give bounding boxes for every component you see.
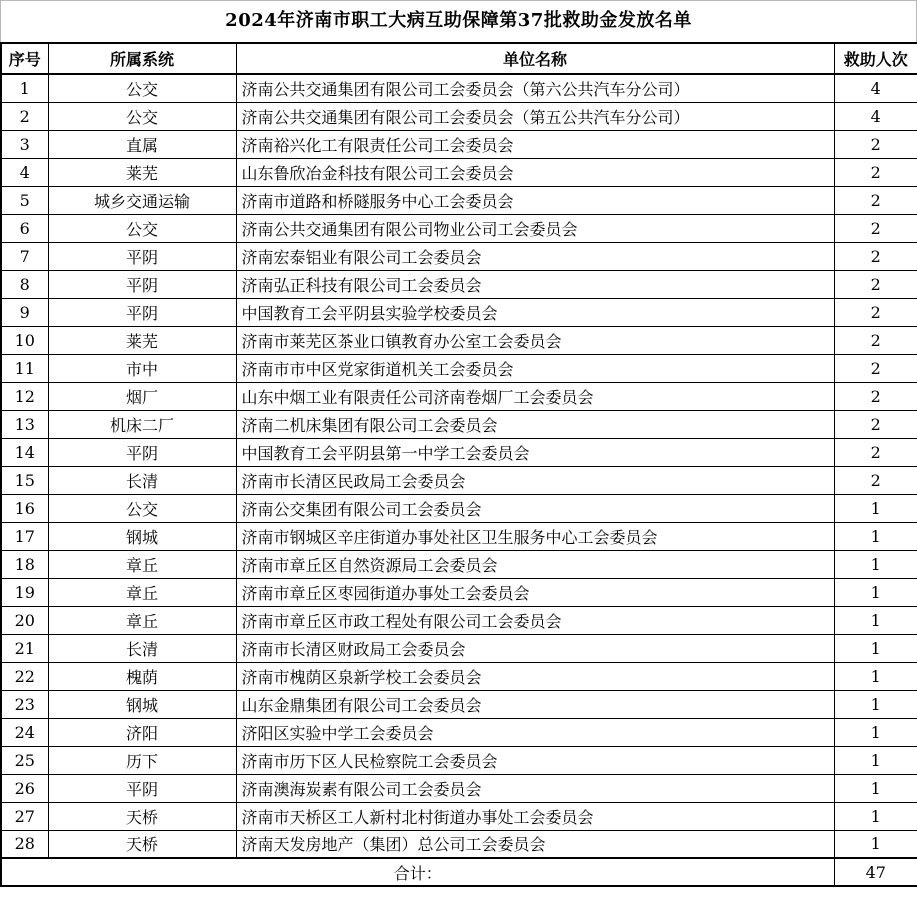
row-system: 直属 [48,130,236,158]
row-index: 12 [1,382,48,410]
row-count: 2 [834,438,917,466]
table-row [1,410,917,438]
row-index: 9 [1,298,48,326]
row-index: 11 [1,354,48,382]
row-index: 6 [1,214,48,242]
row-system: 平阴 [48,298,236,326]
row-system: 平阴 [48,242,236,270]
col-header-system: 所属系统 [48,43,236,74]
row-count: 2 [834,326,917,354]
row-unit: 山东金鼎集团有限公司工会委员会 [236,690,834,718]
row-count: 1 [834,774,917,802]
row-index: 24 [1,718,48,746]
row-unit: 济南市市中区党家街道机关工会委员会 [236,354,834,382]
row-unit: 济南市道路和桥隧服务中心工会委员会 [236,186,834,214]
row-count: 1 [834,522,917,550]
table-row [1,802,917,830]
row-count: 1 [834,578,917,606]
row-system: 章丘 [48,550,236,578]
row-unit: 济南市天桥区工人新村北村街道办事处工会委员会 [236,802,834,830]
col-header-unit: 单位名称 [236,43,834,74]
row-index: 25 [1,746,48,774]
table-row [1,438,917,466]
total-row [1,858,917,886]
row-index: 7 [1,242,48,270]
row-count: 2 [834,354,917,382]
row-system: 城乡交通运输 [48,186,236,214]
row-count: 2 [834,298,917,326]
row-index: 14 [1,438,48,466]
col-header-index: 序号 [1,43,48,74]
row-index: 2 [1,102,48,130]
row-system: 钢城 [48,522,236,550]
row-count: 1 [834,494,917,522]
row-index: 27 [1,802,48,830]
table-row [1,354,917,382]
total-value: 47 [834,858,917,886]
row-system: 长清 [48,466,236,494]
row-system: 历下 [48,746,236,774]
table-row [1,130,917,158]
row-unit: 济南市钢城区辛庄街道办事处社区卫生服务中心工会委员会 [236,522,834,550]
table-body [1,74,917,858]
table-row [1,662,917,690]
table-row [1,382,917,410]
table-row [1,690,917,718]
row-count: 1 [834,690,917,718]
table-row [1,466,917,494]
row-count: 2 [834,410,917,438]
row-system: 公交 [48,102,236,130]
row-unit: 济南市章丘区市政工程处有限公司工会委员会 [236,606,834,634]
row-system: 天桥 [48,830,236,858]
table-row [1,634,917,662]
total-label: 合计： [1,858,834,886]
row-system: 天桥 [48,802,236,830]
row-unit: 济南弘正科技有限公司工会委员会 [236,270,834,298]
row-unit: 济阳区实验中学工会委员会 [236,718,834,746]
row-unit: 济南市章丘区枣园街道办事处工会委员会 [236,578,834,606]
row-unit: 济南公交集团有限公司工会委员会 [236,494,834,522]
row-system: 平阴 [48,774,236,802]
table-row [1,550,917,578]
header-row [1,43,917,74]
table-row [1,298,917,326]
row-count: 2 [834,158,917,186]
table-row [1,242,917,270]
table-row [1,606,917,634]
row-system: 莱芜 [48,326,236,354]
row-count: 1 [834,634,917,662]
row-system: 机床二厂 [48,410,236,438]
row-count: 2 [834,242,917,270]
table-row [1,774,917,802]
row-unit: 济南宏泰铝业有限公司工会委员会 [236,242,834,270]
row-count: 2 [834,130,917,158]
table-row [1,578,917,606]
row-unit: 济南市长清区民政局工会委员会 [236,466,834,494]
row-unit: 济南二机床集团有限公司工会委员会 [236,410,834,438]
row-index: 3 [1,130,48,158]
row-count: 2 [834,214,917,242]
row-count: 1 [834,746,917,774]
table-row [1,746,917,774]
row-unit: 中国教育工会平阴县第一中学工会委员会 [236,438,834,466]
table-row [1,270,917,298]
row-unit: 济南市莱芜区茶业口镇教育办公室工会委员会 [236,326,834,354]
row-system: 市中 [48,354,236,382]
table-row [1,214,917,242]
table-row [1,186,917,214]
row-index: 26 [1,774,48,802]
row-index: 8 [1,270,48,298]
row-unit: 山东鲁欣冶金科技有限公司工会委员会 [236,158,834,186]
relief-fund-table [0,42,917,887]
col-header-count: 救助人次 [834,43,917,74]
row-index: 15 [1,466,48,494]
table-row [1,158,917,186]
row-system: 公交 [48,494,236,522]
table-row [1,830,917,858]
row-index: 1 [1,74,48,102]
row-count: 1 [834,550,917,578]
row-index: 10 [1,326,48,354]
row-system: 钢城 [48,690,236,718]
row-unit: 济南市槐荫区泉新学校工会委员会 [236,662,834,690]
row-unit: 济南公共交通集团有限公司工会委员会（第六公共汽车分公司） [236,74,834,102]
row-count: 4 [834,74,917,102]
row-index: 28 [1,830,48,858]
table-row [1,74,917,102]
row-count: 4 [834,102,917,130]
row-unit: 济南市长清区财政局工会委员会 [236,634,834,662]
row-unit: 中国教育工会平阴县实验学校委员会 [236,298,834,326]
row-count: 2 [834,466,917,494]
row-index: 16 [1,494,48,522]
table-row [1,494,917,522]
row-index: 17 [1,522,48,550]
row-count: 2 [834,186,917,214]
row-count: 2 [834,270,917,298]
table-row [1,102,917,130]
row-system: 章丘 [48,606,236,634]
row-count: 1 [834,662,917,690]
row-count: 2 [834,382,917,410]
row-index: 13 [1,410,48,438]
row-index: 20 [1,606,48,634]
row-unit: 济南市历下区人民检察院工会委员会 [236,746,834,774]
row-count: 1 [834,802,917,830]
row-unit: 济南澳海炭素有限公司工会委员会 [236,774,834,802]
row-index: 4 [1,158,48,186]
page-title: 2024年济南市职工大病互助保障第37批救助金发放名单 [0,0,917,42]
row-system: 长清 [48,634,236,662]
row-unit: 济南天发房地产（集团）总公司工会委员会 [236,830,834,858]
row-unit: 济南市章丘区自然资源局工会委员会 [236,550,834,578]
row-unit: 济南裕兴化工有限责任公司工会委员会 [236,130,834,158]
row-system: 莱芜 [48,158,236,186]
table-row [1,718,917,746]
row-index: 23 [1,690,48,718]
row-index: 5 [1,186,48,214]
row-index: 18 [1,550,48,578]
row-system: 平阴 [48,438,236,466]
row-system: 烟厂 [48,382,236,410]
row-system: 公交 [48,214,236,242]
row-count: 1 [834,606,917,634]
row-count: 1 [834,830,917,858]
row-system: 公交 [48,74,236,102]
row-unit: 山东中烟工业有限责任公司济南卷烟厂工会委员会 [236,382,834,410]
row-index: 19 [1,578,48,606]
row-index: 22 [1,662,48,690]
row-system: 槐荫 [48,662,236,690]
row-system: 章丘 [48,578,236,606]
row-unit: 济南公共交通集团有限公司物业公司工会委员会 [236,214,834,242]
table-row [1,522,917,550]
row-system: 济阳 [48,718,236,746]
table-row [1,326,917,354]
row-system: 平阴 [48,270,236,298]
row-unit: 济南公共交通集团有限公司工会委员会（第五公共汽车分公司） [236,102,834,130]
row-count: 1 [834,718,917,746]
row-index: 21 [1,634,48,662]
